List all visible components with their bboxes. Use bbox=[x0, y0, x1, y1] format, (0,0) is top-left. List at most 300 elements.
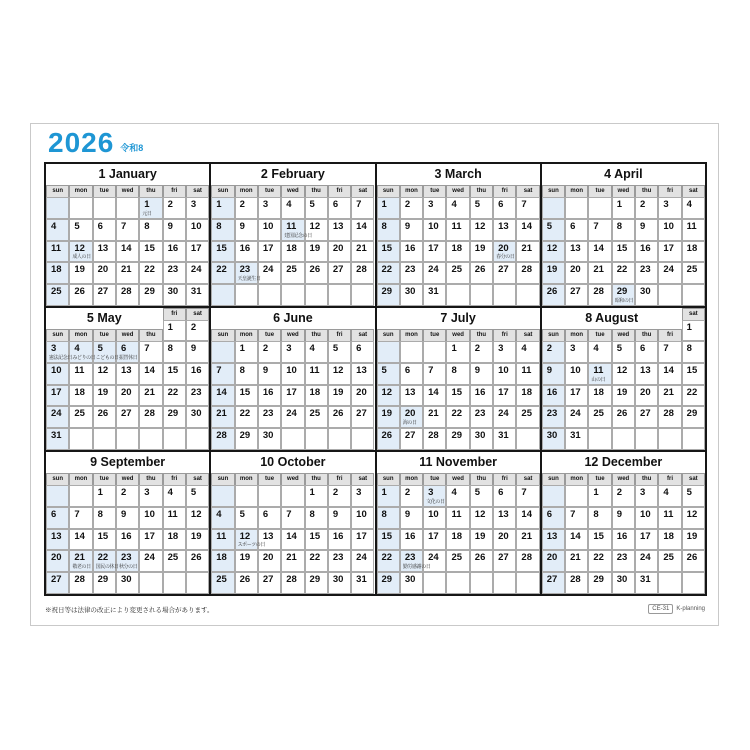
day-cell: 20 bbox=[258, 550, 281, 572]
month-10 bbox=[211, 452, 374, 594]
holiday-label: 振替休日 bbox=[118, 354, 138, 361]
month-weeks bbox=[542, 485, 705, 594]
day-cell: 25 bbox=[516, 406, 539, 428]
day-cell: 4 bbox=[446, 197, 469, 219]
day-cell: 21 bbox=[658, 385, 681, 407]
day-cell bbox=[377, 341, 400, 363]
day-cell: 14 bbox=[516, 507, 539, 529]
day-cell: 19 bbox=[377, 406, 400, 428]
day-cell: 6 bbox=[93, 219, 116, 241]
day-cell bbox=[93, 428, 116, 450]
day-cell bbox=[682, 572, 705, 594]
day-cell: 25 bbox=[46, 284, 69, 306]
day-cell: 1 bbox=[93, 485, 116, 507]
day-cell bbox=[446, 572, 469, 594]
day-cell: 9 bbox=[635, 219, 658, 241]
day-cell: 8 bbox=[305, 507, 328, 529]
day-cell: 10 bbox=[493, 363, 516, 385]
day-cell: 8 bbox=[588, 507, 611, 529]
day-cell: 21 bbox=[211, 406, 234, 428]
holiday-label: 敬老の日 bbox=[72, 564, 91, 571]
day-cell: 28 bbox=[69, 572, 92, 594]
day-cell: 14 bbox=[281, 529, 304, 551]
day-cell: 1 bbox=[446, 341, 469, 363]
day-cell: 30 bbox=[400, 572, 423, 594]
day-cell: 15 bbox=[93, 529, 116, 551]
day-cell: 24 bbox=[186, 262, 209, 284]
day-cell: 21 bbox=[516, 529, 539, 551]
day-cell: 25 bbox=[588, 406, 611, 428]
day-cell: 16 bbox=[400, 529, 423, 551]
day-cell bbox=[470, 284, 493, 306]
day-cell: 8 bbox=[377, 507, 400, 529]
dow-label: tue bbox=[588, 185, 611, 198]
day-cell: 13 bbox=[46, 529, 69, 551]
day-cell: 18 bbox=[211, 550, 234, 572]
day-cell: 8 bbox=[446, 363, 469, 385]
month-2 bbox=[211, 164, 374, 306]
day-cell bbox=[163, 428, 186, 450]
day-cell: 23 bbox=[470, 406, 493, 428]
day-cell: 20 bbox=[635, 385, 658, 407]
day-cell: 12 bbox=[377, 385, 400, 407]
day-cell: 19 bbox=[186, 529, 209, 551]
day-cell: 11 bbox=[516, 363, 539, 385]
day-cell: 5 bbox=[69, 219, 92, 241]
day-cell: 3 文化の日 bbox=[423, 485, 446, 507]
dow-label: mon bbox=[565, 329, 588, 342]
month-7 bbox=[377, 308, 540, 450]
day-cell: 31 bbox=[186, 284, 209, 306]
day-cell: 24 bbox=[423, 262, 446, 284]
day-cell: 3 bbox=[423, 197, 446, 219]
month-header bbox=[211, 452, 374, 485]
dow-header-row bbox=[46, 329, 163, 341]
day-cell: 4 bbox=[588, 341, 611, 363]
day-cell: 12 スポーツの日 bbox=[235, 529, 258, 551]
month-weeks bbox=[46, 341, 209, 450]
day-cell: 21 bbox=[516, 241, 539, 263]
day-cell bbox=[281, 485, 304, 507]
day-cell: 5 bbox=[305, 197, 328, 219]
day-cell: 13 bbox=[635, 363, 658, 385]
dow-label: wed bbox=[281, 185, 304, 198]
day-cell: 3 bbox=[635, 485, 658, 507]
day-cell: 26 bbox=[470, 262, 493, 284]
dow-label: thu bbox=[470, 185, 493, 198]
day-cell: 2 bbox=[163, 197, 186, 219]
day-cell: 13 bbox=[116, 363, 139, 385]
day-cell: 1 bbox=[163, 320, 186, 341]
holiday-label: 昭和の日 bbox=[614, 297, 634, 304]
day-cell: 18 bbox=[658, 529, 681, 551]
month-weeks bbox=[377, 197, 540, 306]
day-cell: 28 bbox=[423, 428, 446, 450]
dow-header-row bbox=[542, 185, 705, 197]
day-cell: 22 bbox=[612, 262, 635, 284]
day-cell: 12 bbox=[682, 507, 705, 529]
dow-label: fri bbox=[493, 473, 516, 486]
day-cell: 18 bbox=[588, 385, 611, 407]
holiday-label: 国民の休日 bbox=[95, 564, 119, 571]
day-cell: 17 bbox=[423, 529, 446, 551]
day-cell bbox=[211, 284, 234, 306]
day-cell bbox=[281, 284, 304, 306]
month-title: 8 August bbox=[585, 311, 639, 325]
day-cell: 3 bbox=[281, 341, 304, 363]
day-cell: 26 bbox=[235, 572, 258, 594]
day-cell: 3 bbox=[351, 485, 374, 507]
day-cell: 18 bbox=[516, 385, 539, 407]
dow-label: tue bbox=[423, 329, 446, 342]
day-cell: 23 bbox=[542, 406, 565, 428]
day-cell: 7 bbox=[423, 363, 446, 385]
day-cell: 7 bbox=[565, 507, 588, 529]
day-cell: 23 bbox=[186, 385, 209, 407]
day-cell bbox=[658, 572, 681, 594]
day-cell: 27 bbox=[493, 262, 516, 284]
month-title: 7 July bbox=[440, 311, 476, 325]
month-header bbox=[211, 308, 374, 341]
dow-label: sat bbox=[351, 329, 374, 342]
month-title: 12 December bbox=[584, 455, 663, 469]
day-cell: 30 bbox=[116, 572, 139, 594]
dow-label: thu bbox=[139, 473, 162, 486]
day-cell bbox=[116, 428, 139, 450]
day-cell: 7 bbox=[69, 507, 92, 529]
day-cell: 18 bbox=[682, 241, 705, 263]
holiday-footnote: ※祝日等は法律の改正により変更される場合があります。 bbox=[45, 607, 214, 614]
day-cell: 18 bbox=[69, 385, 92, 407]
dow-label: mon bbox=[565, 473, 588, 486]
era-label: 令和8 bbox=[120, 143, 144, 153]
day-cell: 17 bbox=[565, 385, 588, 407]
day-cell: 6 bbox=[46, 507, 69, 529]
dow-label: tue bbox=[588, 329, 611, 342]
day-cell: 3 憲法記念日 bbox=[46, 341, 69, 363]
day-cell: 17 bbox=[46, 385, 69, 407]
month-header bbox=[211, 164, 374, 197]
day-cell: 28 bbox=[565, 572, 588, 594]
day-cell: 15 bbox=[163, 363, 186, 385]
day-cell: 4 bbox=[46, 219, 69, 241]
day-cell: 29 bbox=[682, 406, 705, 428]
holiday-label: 秋分の日 bbox=[118, 564, 138, 571]
dow-label: sat bbox=[516, 473, 539, 486]
day-cell: 27 bbox=[93, 284, 116, 306]
day-cell: 3 bbox=[186, 197, 209, 219]
day-cell: 28 bbox=[139, 406, 162, 428]
day-cell: 17 bbox=[351, 529, 374, 551]
day-cell: 10 bbox=[635, 507, 658, 529]
day-cell: 26 bbox=[305, 262, 328, 284]
dow-header-row bbox=[377, 473, 540, 485]
day-cell: 5 bbox=[470, 197, 493, 219]
day-cell: 9 bbox=[163, 219, 186, 241]
day-cell: 4 bbox=[658, 485, 681, 507]
day-cell: 31 bbox=[351, 572, 374, 594]
day-cell: 20 bbox=[493, 529, 516, 551]
day-cell: 21 bbox=[423, 406, 446, 428]
day-cell bbox=[139, 572, 162, 594]
day-cell: 23 勤労感謝の日 bbox=[400, 550, 423, 572]
dow-header-row bbox=[46, 185, 209, 197]
day-cell bbox=[69, 197, 92, 219]
day-cell: 22 bbox=[588, 550, 611, 572]
month-header-right bbox=[163, 308, 210, 341]
day-cell: 23 bbox=[612, 550, 635, 572]
month-weeks bbox=[46, 485, 209, 594]
dow-label: thu bbox=[139, 185, 162, 198]
day-cell: 20 bbox=[46, 550, 69, 572]
day-cell bbox=[116, 197, 139, 219]
month-11 bbox=[377, 452, 540, 594]
holiday-label: 建国記念の日 bbox=[284, 232, 312, 239]
day-cell: 6 bbox=[565, 219, 588, 241]
day-cell: 12 bbox=[186, 507, 209, 529]
month-title: 3 March bbox=[434, 167, 482, 181]
day-cell: 16 bbox=[612, 529, 635, 551]
day-cell: 5 bbox=[682, 485, 705, 507]
day-cell: 22 bbox=[682, 385, 705, 407]
day-cell bbox=[516, 428, 539, 450]
dow-label: sat bbox=[351, 185, 374, 198]
day-cell bbox=[542, 197, 565, 219]
day-cell: 14 bbox=[588, 241, 611, 263]
month-9 bbox=[46, 452, 209, 594]
day-cell: 10 bbox=[423, 507, 446, 529]
day-cell: 7 bbox=[516, 197, 539, 219]
dow-header-row bbox=[542, 329, 682, 341]
month-header bbox=[377, 308, 540, 341]
holiday-label: スポーツの日 bbox=[237, 542, 265, 549]
day-cell: 12 bbox=[328, 363, 351, 385]
dow-label: sat bbox=[682, 185, 705, 198]
day-cell: 31 bbox=[493, 428, 516, 450]
dow-label: fri bbox=[328, 185, 351, 198]
dow-label: mon bbox=[235, 329, 258, 342]
day-cell bbox=[328, 428, 351, 450]
day-cell: 10 bbox=[281, 363, 304, 385]
day-cell: 8 bbox=[163, 341, 186, 363]
day-cell: 30 bbox=[635, 284, 658, 306]
day-cell bbox=[351, 428, 374, 450]
day-cell: 7 bbox=[658, 341, 681, 363]
month-header bbox=[377, 452, 540, 485]
dow-label: sun bbox=[377, 473, 400, 486]
day-cell: 2 bbox=[186, 320, 209, 341]
day-cell: 27 bbox=[46, 572, 69, 594]
day-cell: 2 bbox=[235, 197, 258, 219]
day-cell: 16 bbox=[470, 385, 493, 407]
day-cell: 1 bbox=[305, 485, 328, 507]
day-cell: 17 bbox=[635, 529, 658, 551]
day-cell: 6 bbox=[542, 507, 565, 529]
day-cell: 21 bbox=[281, 550, 304, 572]
day-cell: 6 bbox=[258, 507, 281, 529]
day-cell bbox=[235, 485, 258, 507]
day-cell: 2 bbox=[635, 197, 658, 219]
dow-label: tue bbox=[423, 473, 446, 486]
day-cell bbox=[46, 197, 69, 219]
month-3 bbox=[377, 164, 540, 306]
day-cell bbox=[423, 341, 446, 363]
day-cell: 22 bbox=[139, 262, 162, 284]
dow-label: sun bbox=[542, 473, 565, 486]
day-cell: 20 bbox=[542, 550, 565, 572]
day-cell: 24 bbox=[635, 550, 658, 572]
month-title: 9 September bbox=[90, 455, 166, 469]
day-cell: 31 bbox=[565, 428, 588, 450]
day-cell: 11 bbox=[69, 363, 92, 385]
dow-label: sat bbox=[682, 473, 705, 486]
day-cell: 2 bbox=[470, 341, 493, 363]
day-cell: 31 bbox=[635, 572, 658, 594]
day-cell: 7 bbox=[351, 197, 374, 219]
day-cell: 24 bbox=[351, 550, 374, 572]
day-cell: 23 bbox=[258, 406, 281, 428]
day-cell: 5 bbox=[186, 485, 209, 507]
holiday-label: 成人の日 bbox=[72, 254, 91, 261]
month-header bbox=[542, 452, 705, 485]
day-cell: 15 bbox=[612, 241, 635, 263]
day-cell: 1 bbox=[377, 485, 400, 507]
day-cell: 14 bbox=[69, 529, 92, 551]
dow-label: tue bbox=[93, 185, 116, 198]
day-cell: 8 bbox=[377, 219, 400, 241]
dow-label: fri bbox=[493, 329, 516, 342]
day-cell bbox=[635, 428, 658, 450]
day-cell: 30 bbox=[400, 284, 423, 306]
day-cell: 29 bbox=[446, 428, 469, 450]
dow-label: sat bbox=[186, 308, 209, 321]
day-cell bbox=[46, 485, 69, 507]
day-cell: 12 bbox=[542, 241, 565, 263]
day-cell: 13 bbox=[565, 241, 588, 263]
day-cell: 29 bbox=[93, 572, 116, 594]
day-cell: 24 bbox=[258, 262, 281, 284]
dow-header-row bbox=[542, 473, 705, 485]
day-cell: 16 bbox=[400, 241, 423, 263]
month-weeks bbox=[377, 341, 540, 450]
day-cell: 26 bbox=[69, 284, 92, 306]
day-cell: 7 bbox=[281, 507, 304, 529]
day-cell: 29 bbox=[377, 572, 400, 594]
day-cell bbox=[186, 428, 209, 450]
month-header-left bbox=[542, 164, 705, 197]
day-cell: 10 bbox=[139, 507, 162, 529]
dow-label: tue bbox=[423, 185, 446, 198]
day-cell: 8 bbox=[235, 363, 258, 385]
day-cell: 14 bbox=[658, 363, 681, 385]
dow-label: wed bbox=[612, 185, 635, 198]
month-header-left bbox=[211, 452, 374, 485]
month-header bbox=[542, 308, 705, 341]
day-cell: 19 bbox=[305, 241, 328, 263]
day-cell: 25 bbox=[446, 550, 469, 572]
day-cell: 11 bbox=[305, 363, 328, 385]
day-cell: 25 bbox=[305, 406, 328, 428]
month-weeks bbox=[211, 341, 374, 450]
day-cell: 16 bbox=[235, 241, 258, 263]
day-cell: 18 bbox=[46, 262, 69, 284]
day-cell bbox=[235, 284, 258, 306]
day-cell: 6 bbox=[351, 341, 374, 363]
day-cell: 18 bbox=[281, 241, 304, 263]
day-cell bbox=[305, 428, 328, 450]
day-cell: 5 bbox=[470, 485, 493, 507]
dow-header-row bbox=[377, 185, 540, 197]
dow-label: fri bbox=[328, 473, 351, 486]
dow-label: sat bbox=[186, 185, 209, 198]
day-cell: 24 bbox=[139, 550, 162, 572]
day-cell: 6 bbox=[635, 341, 658, 363]
day-cell: 3 bbox=[139, 485, 162, 507]
day-cell: 5 bbox=[235, 507, 258, 529]
dow-label: wed bbox=[612, 473, 635, 486]
month-weeks bbox=[377, 485, 540, 594]
dow-label: mon bbox=[400, 185, 423, 198]
month-header bbox=[46, 452, 209, 485]
day-cell: 30 bbox=[258, 428, 281, 450]
month-header-left bbox=[377, 308, 540, 341]
day-cell: 16 bbox=[328, 529, 351, 551]
day-cell: 2 bbox=[612, 485, 635, 507]
month-header-left bbox=[377, 164, 540, 197]
day-cell: 12 bbox=[612, 363, 635, 385]
day-cell: 28 bbox=[281, 572, 304, 594]
day-cell: 16 bbox=[116, 529, 139, 551]
day-cell: 19 bbox=[470, 529, 493, 551]
day-cell: 22 bbox=[163, 385, 186, 407]
day-cell: 8 bbox=[139, 219, 162, 241]
day-cell: 21 bbox=[351, 241, 374, 263]
day-cell bbox=[281, 428, 304, 450]
dow-label: sun bbox=[542, 329, 565, 342]
month-title: 6 June bbox=[273, 311, 313, 325]
day-cell: 16 bbox=[186, 363, 209, 385]
day-cell: 23 bbox=[328, 550, 351, 572]
holiday-label: 憲法記念日 bbox=[49, 354, 73, 361]
day-cell: 5 bbox=[377, 363, 400, 385]
holiday-label: 文化の日 bbox=[426, 498, 445, 505]
dow-label: wed bbox=[612, 329, 635, 342]
day-cell: 13 bbox=[93, 241, 116, 263]
dow-label: tue bbox=[588, 473, 611, 486]
day-cell: 15 bbox=[211, 241, 234, 263]
day-cell: 7 bbox=[139, 341, 162, 363]
day-cell: 12 bbox=[93, 363, 116, 385]
day-cell: 28 bbox=[588, 284, 611, 306]
month-header-right bbox=[682, 308, 705, 341]
month-5 bbox=[46, 308, 209, 450]
day-cell: 21 敬老の日 bbox=[69, 550, 92, 572]
day-cell: 4 bbox=[682, 197, 705, 219]
day-cell: 1 bbox=[211, 197, 234, 219]
day-cell: 27 bbox=[351, 406, 374, 428]
day-cell: 21 bbox=[139, 385, 162, 407]
month-header-left bbox=[211, 164, 374, 197]
holiday-label: みどりの日 bbox=[72, 354, 96, 361]
day-cell: 4 bbox=[446, 485, 469, 507]
day-cell: 13 bbox=[542, 529, 565, 551]
dow-label: wed bbox=[446, 473, 469, 486]
dow-header-row bbox=[46, 473, 209, 485]
month-header-left bbox=[542, 452, 705, 485]
day-cell bbox=[400, 341, 423, 363]
day-cell: 9 bbox=[470, 363, 493, 385]
day-cell bbox=[542, 485, 565, 507]
